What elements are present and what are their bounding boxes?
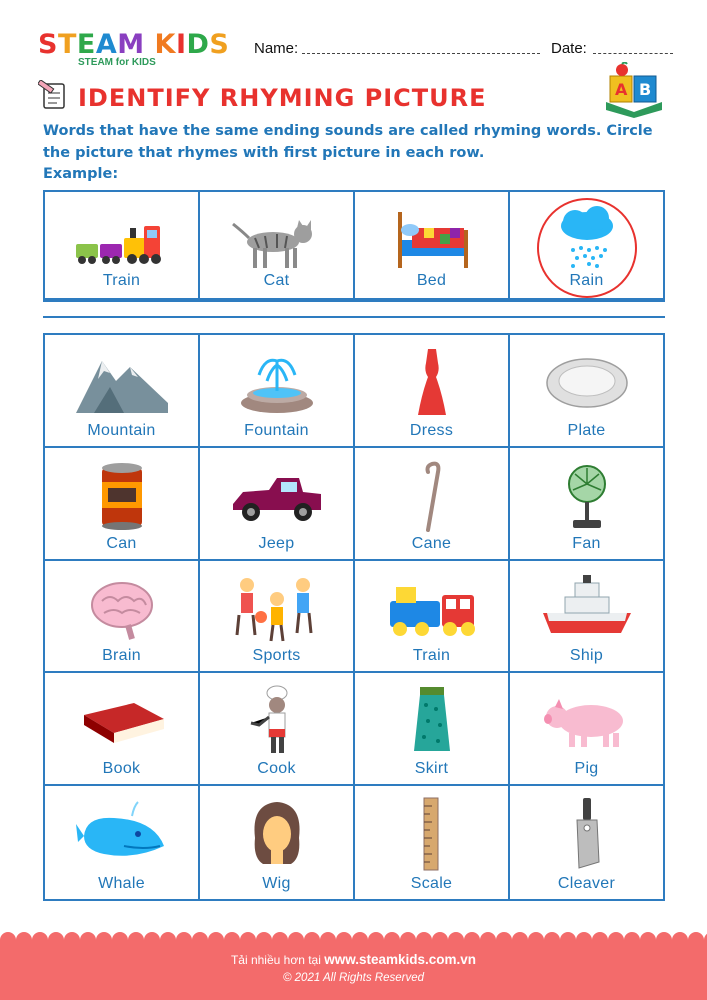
- page-title: IDENTIFY RHYMING PICTURE: [78, 84, 487, 112]
- cell-sports[interactable]: [200, 561, 355, 674]
- cook-icon: [229, 685, 325, 757]
- footer-download-prefix: Tải nhiều hơn tại: [230, 953, 321, 967]
- item-label: Plate: [567, 421, 606, 439]
- rain-cloud-icon: [539, 204, 635, 276]
- footer-website-link[interactable]: www.steamkids.com.vn: [324, 952, 477, 967]
- svg-text:B: B: [639, 80, 652, 99]
- cell-cane[interactable]: [355, 448, 510, 561]
- cane-icon: [384, 460, 480, 532]
- bed-icon: [384, 204, 480, 276]
- steam-kids-logo: [38, 30, 238, 70]
- cat-icon: [229, 204, 325, 276]
- item-label: Dress: [409, 421, 454, 439]
- cell-pig[interactable]: [510, 673, 663, 786]
- item-label: Mountain: [87, 421, 156, 439]
- item-label: Rain: [569, 272, 604, 289]
- cell-scale[interactable]: [355, 786, 510, 899]
- cell-whale[interactable]: [45, 786, 200, 899]
- fan-icon: [539, 460, 635, 532]
- ruler-scale-icon: [384, 798, 480, 870]
- plate-icon: [539, 347, 635, 419]
- name-label: Name:: [254, 40, 299, 57]
- jeep-icon: [229, 460, 325, 532]
- item-label: Fan: [572, 534, 601, 552]
- abc-book-icon: [602, 62, 666, 118]
- cell-book[interactable]: [45, 673, 200, 786]
- cell-dress[interactable]: [355, 335, 510, 448]
- example-cell-cat[interactable]: [200, 192, 355, 300]
- item-label: Skirt: [414, 760, 449, 778]
- mountain-icon: [74, 347, 170, 419]
- cell-brain[interactable]: [45, 561, 200, 674]
- item-label: Train: [412, 647, 451, 665]
- pencil-paper-icon: [38, 80, 68, 110]
- example-row: [43, 190, 665, 302]
- item-label: Sports: [252, 647, 301, 665]
- logo-subtitle: STEAM for KIDS: [78, 57, 156, 68]
- item-label: Fountain: [244, 421, 309, 439]
- cell-fountain[interactable]: [200, 335, 355, 448]
- book-icon: [74, 685, 170, 757]
- dress-icon: [384, 347, 480, 419]
- wig-icon: [229, 798, 325, 870]
- train-icon: [384, 573, 480, 645]
- name-field[interactable]: [302, 53, 540, 54]
- item-label: Scale: [410, 875, 453, 892]
- item-label: Wig: [262, 875, 291, 892]
- date-label: Date:: [551, 40, 587, 57]
- item-label: Jeep: [258, 534, 295, 552]
- fountain-icon: [229, 347, 325, 419]
- item-label: Can: [106, 534, 137, 552]
- item-label: Brain: [102, 647, 141, 665]
- date-field[interactable]: [593, 53, 673, 54]
- rhyming-grid: [43, 333, 665, 901]
- item-label: Cook: [257, 760, 296, 778]
- item-label: Train: [102, 272, 141, 289]
- example-cell-train[interactable]: [45, 192, 200, 300]
- svg-text:A: A: [615, 80, 628, 99]
- footer-download-line: [0, 952, 707, 967]
- instructions: Words that have the same ending sounds are called rhyming words. Circle the picture that rhymes with first picture in each row.: [43, 123, 653, 161]
- item-label: Cat: [263, 272, 290, 289]
- can-icon: [74, 460, 170, 532]
- item-label: Whale: [98, 875, 145, 892]
- item-label: Cane: [411, 534, 452, 552]
- cell-jeep[interactable]: [200, 448, 355, 561]
- brain-icon: [74, 573, 170, 645]
- footer-copyright: © 2021 All Rights Reserved: [282, 972, 424, 984]
- pig-icon: [539, 685, 635, 757]
- cell-fan[interactable]: [510, 448, 663, 561]
- section-divider: [43, 316, 665, 318]
- train-icon: [74, 204, 170, 276]
- cell-cook[interactable]: [200, 673, 355, 786]
- cell-train[interactable]: [355, 561, 510, 674]
- example-cell-bed[interactable]: [355, 192, 510, 300]
- cell-cleaver[interactable]: [510, 786, 663, 899]
- cell-skirt[interactable]: [355, 673, 510, 786]
- item-label: Pig: [574, 760, 599, 778]
- example-cell-rain[interactable]: [510, 192, 663, 300]
- item-label: Cleaver: [557, 875, 616, 892]
- footer: [0, 940, 707, 1000]
- cell-ship[interactable]: [510, 561, 663, 674]
- cell-mountain[interactable]: [45, 335, 200, 448]
- whale-icon: [74, 798, 170, 870]
- item-label: Bed: [416, 272, 447, 289]
- skirt-icon: [384, 685, 480, 757]
- cell-can[interactable]: [45, 448, 200, 561]
- logo-title: STEAM KIDS: [38, 29, 230, 60]
- item-label: Book: [102, 760, 141, 778]
- item-label: Ship: [569, 647, 604, 665]
- footer-scallop: [0, 932, 707, 948]
- example-label: Example:: [43, 166, 119, 182]
- sports-icon: [229, 573, 325, 645]
- ship-icon: [539, 573, 635, 645]
- cell-wig[interactable]: [200, 786, 355, 899]
- cell-plate[interactable]: [510, 335, 663, 448]
- cleaver-icon: [539, 798, 635, 870]
